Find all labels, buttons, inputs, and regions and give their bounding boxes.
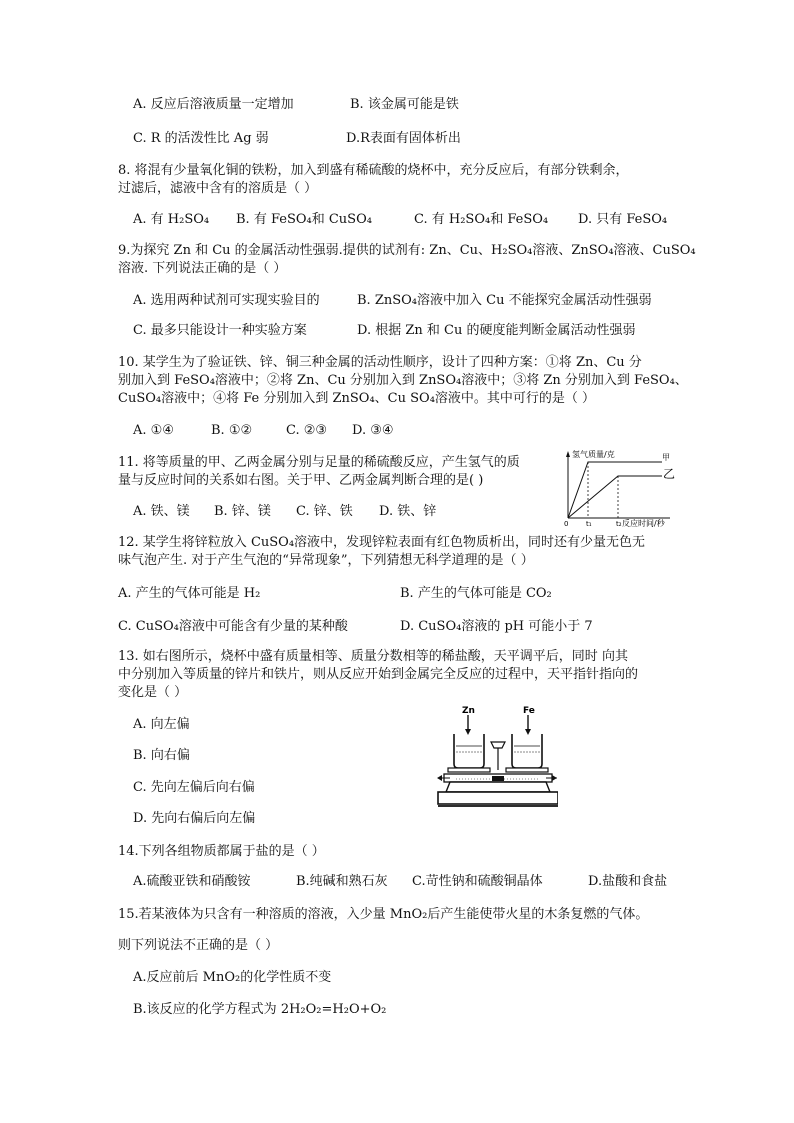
graph-y-label: 氢气质量/克 (572, 450, 615, 459)
q8-option-b: B. 有 FeSO₄和 CuSO₄ (236, 212, 372, 227)
q9-option-b: B. ZnSO₄溶液中加入 Cu 不能探究金属活动性强弱 (357, 293, 652, 308)
beam-slider (492, 776, 504, 781)
q12-stem-line1: 12. 某学生将锌粒放入 CuSO₄溶液中，发现锌粒表面有红色物质析出，同时还有少量无色无 (118, 535, 646, 550)
q13-option-d: D. 先向右偏后向左偏 (133, 811, 256, 826)
q7-option-c: C. R 的活泼性比 Ag 弱 (133, 131, 269, 146)
q14-option-d: D.盐酸和食盐 (588, 874, 668, 889)
q11-stem-line1: 11. 将等质量的甲、乙两金属分别与足量的稀硫酸反应，产生氢气的质 (118, 455, 520, 470)
q9-option-d: D. 根据 Zn 和 Cu 的硬度能判断金属活动性强弱 (357, 323, 636, 338)
q8-stem-line2: 过滤后，滤液中含有的溶质是（ ） (118, 181, 318, 196)
q12-stem-line2: 味气泡产生. 对于产生气泡的“异常现象”，下列猜想无科学道理的是（ ） (118, 553, 534, 568)
graph-series-jia: 甲 (662, 453, 670, 462)
q11-option-c: C. 锌、铁 (296, 504, 353, 519)
center-cup (491, 742, 505, 748)
graph-series-yi: 乙 (663, 467, 676, 481)
q7-option-d: D.R表面有固体析出 (346, 131, 461, 146)
q14-option-c: C.苛性钠和硫酸铜晶体 (412, 874, 543, 889)
q10-option-b: B. ①② (211, 423, 253, 438)
q7-option-a: A. 反应后溶液质量一定增加 (133, 97, 294, 112)
q12-option-a: A. 产生的气体可能是 H₂ (118, 586, 261, 601)
q7-option-b: B. 该金属可能是铁 (350, 97, 459, 112)
q13-option-a: A. 向左偏 (133, 717, 190, 732)
q13-stem-line2: 中分别加入等质量的锌片和铁片，则从反应开始到金属完全反应的过程中，天平指针指向的 (118, 667, 639, 682)
q15-option-a: A.反应前后 MnO₂的化学性质不变 (133, 970, 332, 985)
q10-stem-line3: CuSO₄溶液中；④将 Fe 分别加入到 ZnSO₄、Cu SO₄溶液中。其中可行的是（ ） (118, 391, 596, 406)
q11-option-d: D. 铁、锌 (379, 504, 437, 519)
graph-line-jia (568, 462, 662, 518)
q10-option-c: C. ②③ (286, 423, 328, 438)
left-arrow (437, 775, 442, 781)
zn-arrowhead (465, 729, 471, 735)
q15-stem-line2: 则下列说法不正确的是（ ） (118, 938, 279, 953)
q13-stem-line1: 13. 如右图所示，烧杯中盛有质量相等、质量分数相等的稀盐酸，天平调平后，同时 向其 (118, 649, 628, 664)
zn-label: Zn (462, 706, 475, 716)
q15-option-b: B.该反应的化学方程式为 2H₂O₂=H₂O+O₂ (133, 1002, 387, 1017)
hydrogen-mass-time-graph (560, 448, 680, 528)
q8-option-a: A. 有 H₂SO₄ (133, 212, 210, 227)
graph-t2-label: t₂ (616, 520, 622, 528)
q14-stem: 14.下列各组物质都属于盐的是（ ） (118, 844, 325, 859)
q8-stem-line1: 8. 将混有少量氧化铜的铁粉，加入到盛有稀硫酸的烧杯中，充分反应后，有部分铁剩余， (118, 163, 629, 178)
left-pan (448, 768, 490, 772)
graph-x-label: 反应时间/秒 (622, 519, 665, 528)
right-pan (506, 768, 548, 772)
q12-option-d: D. CuSO₄溶液的 pH 可能小于 7 (400, 619, 593, 634)
q10-stem-line1: 10. 某学生为了验证铁、锌、铜三种金属的活动性顺序，设计了四种方案：①将 Zn、Cu 分 (118, 355, 642, 370)
balance-figure (436, 702, 558, 808)
q11-option-b: B. 锌、镁 (214, 504, 271, 519)
q13-option-b: B. 向右偏 (133, 748, 190, 763)
graph-y-arrow (566, 451, 570, 457)
right-arrow (552, 775, 557, 781)
q9-stem-line1: 9.为探究 Zn 和 Cu 的金属活动性强弱.提供的试剂有: Zn、Cu、H₂SO₄溶液、ZnSO₄溶液、CuSO₄ (118, 243, 696, 258)
q12-option-c: C. CuSO₄溶液中可能含有少量的某种酸 (118, 619, 348, 634)
fe-arrowhead (525, 729, 531, 735)
q13-stem-line3: 变化是（ ） (118, 685, 188, 700)
q8-option-d: D. 只有 FeSO₄ (578, 212, 668, 227)
graph-origin: 0 (564, 520, 569, 528)
q10-option-a: A. ①④ (133, 423, 174, 438)
q10-stem-line2: 别加入到 FeSO₄溶液中；②将 Zn、Cu 分别加入到 ZnSO₄溶液中；③将 Zn 分别加入到 FeSO₄、 (118, 373, 688, 388)
q9-stem-line2: 溶液. 下列说法正确的是（ ） (118, 261, 287, 276)
graph-t1-label: t₁ (586, 520, 592, 528)
q8-option-c: C. 有 H₂SO₄和 FeSO₄ (414, 212, 549, 227)
q15-stem-line1: 15.若某液体为只含有一种溶质的溶液，入少量 MnO₂后产生能使带火星的木条复燃的气体。 (118, 907, 649, 922)
right-beaker (512, 734, 542, 768)
balance-upper-base (446, 782, 550, 792)
q11-stem-line2: 量与反应时间的关系如右图。关于甲、乙两金属判断合理的是( ) (118, 473, 484, 488)
fe-label: Fe (523, 706, 535, 716)
left-beaker (454, 734, 484, 768)
q11-option-a: A. 铁、镁 (133, 504, 190, 519)
q9-option-a: A. 选用两种试剂可实现实验目的 (133, 293, 320, 308)
q14-option-a: A.硫酸亚铁和硝酸铵 (133, 874, 251, 889)
q12-option-b: B. 产生的气体可能是 CO₂ (400, 586, 552, 601)
q9-option-c: C. 最多只能设计一种实验方案 (133, 323, 307, 338)
graph-line-yi (568, 476, 662, 518)
q13-option-c: C. 先向左偏后向右偏 (133, 780, 255, 795)
q10-option-d: D. ③④ (352, 423, 394, 438)
q14-option-b: B.纯碱和熟石灰 (296, 874, 388, 889)
balance-base (438, 792, 558, 804)
